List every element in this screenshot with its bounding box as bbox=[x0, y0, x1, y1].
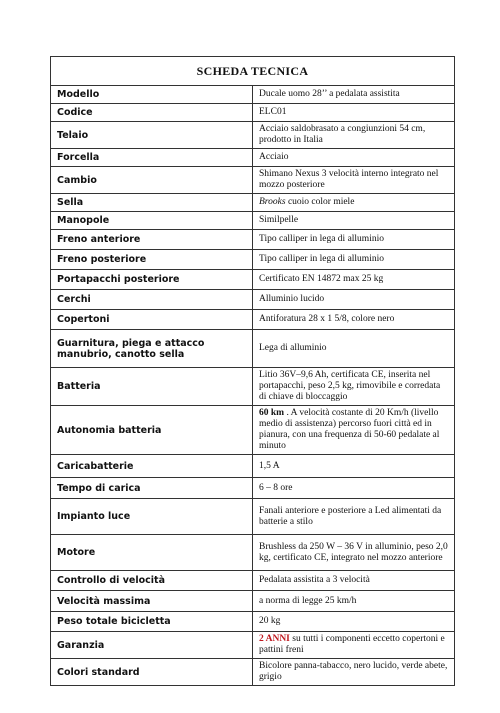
value-freno-anteriore: Tipo calliper in lega di alluminio bbox=[253, 230, 455, 250]
value-modello: Ducale uomo 28’’ a pedalata assistita bbox=[253, 86, 455, 104]
label-colori-standard: Colori standard bbox=[51, 659, 253, 686]
label-sella: Sella bbox=[51, 194, 253, 212]
row-telaio bbox=[51, 122, 455, 149]
row-cerchi bbox=[51, 290, 455, 310]
value-cerchi: Alluminio lucido bbox=[253, 290, 455, 310]
label-freno-posteriore: Freno posteriore bbox=[51, 250, 253, 270]
label-portapacchi: Portapacchi posteriore bbox=[51, 270, 253, 290]
value-controllo-velocita: Pedalata assistita a 3 velocità bbox=[253, 571, 455, 591]
row-copertoni bbox=[51, 310, 455, 330]
value-garanzia-highlight: 2 ANNI bbox=[259, 634, 290, 644]
value-portapacchi: Certificato EN 14872 max 25 kg bbox=[253, 270, 455, 290]
sheet-title: SCHEDA TECNICA bbox=[51, 57, 455, 86]
label-peso-totale: Peso totale bicicletta bbox=[51, 612, 253, 632]
row-codice bbox=[51, 104, 455, 122]
value-tempo-carica: 6 – 8 ore bbox=[253, 478, 455, 499]
label-velocita-massima: Velocità massima bbox=[51, 591, 253, 612]
row-tempo-carica bbox=[51, 478, 455, 499]
value-copertoni: Antiforatura 28 x 1 5/8, colore nero bbox=[253, 310, 455, 330]
row-colori-standard bbox=[51, 659, 455, 686]
row-forcella bbox=[51, 149, 455, 167]
label-autonomia: Autonomia batteria bbox=[51, 406, 253, 455]
row-manopole bbox=[51, 212, 455, 230]
row-guarnitura bbox=[51, 330, 455, 368]
row-impianto-luce bbox=[51, 499, 455, 535]
value-sella bbox=[253, 194, 455, 212]
label-motore: Motore bbox=[51, 535, 253, 571]
label-tempo-carica: Tempo di carica bbox=[51, 478, 253, 499]
value-cambio: Shimano Nexus 3 velocità interno integrato nel mozzo posteriore bbox=[253, 167, 455, 194]
row-portapacchi bbox=[51, 270, 455, 290]
value-sella-rest: cuoio color miele bbox=[285, 197, 355, 207]
value-guarnitura: Lega di alluminio bbox=[253, 330, 455, 368]
row-caricabatterie bbox=[51, 455, 455, 478]
value-sella-brand: Brooks bbox=[259, 197, 286, 207]
row-controllo-velocita bbox=[51, 571, 455, 591]
label-cerchi: Cerchi bbox=[51, 290, 253, 310]
value-garanzia-rest: su tutti i componenti eccetto copertoni e pattini freni bbox=[259, 634, 445, 655]
row-batteria bbox=[51, 368, 455, 406]
value-caricabatterie: 1,5 A bbox=[253, 455, 455, 478]
label-caricabatterie: Caricabatterie bbox=[51, 455, 253, 478]
value-impianto-luce: Fanali anteriore e posteriore a Led alimentati da batterie a stilo bbox=[253, 499, 455, 535]
value-peso-totale: 20 kg bbox=[253, 612, 455, 632]
value-velocita-massima: a norma di legge 25 km/h bbox=[253, 591, 455, 612]
spec-table bbox=[50, 56, 455, 686]
label-telaio: Telaio bbox=[51, 122, 253, 149]
row-autonomia bbox=[51, 406, 455, 455]
row-peso-totale bbox=[51, 612, 455, 632]
value-colori-standard: Bicolore panna-tabacco, nero lucido, verde abete, grigio bbox=[253, 659, 455, 686]
label-batteria: Batteria bbox=[51, 368, 253, 406]
row-garanzia bbox=[51, 632, 455, 659]
label-manopole: Manopole bbox=[51, 212, 253, 230]
value-motore: Brushless da 250 W – 36 V in alluminio, peso 2,0 kg, certificato CE, integrato nel mozzo anteriore bbox=[253, 535, 455, 571]
row-sella bbox=[51, 194, 455, 212]
row-motore bbox=[51, 535, 455, 571]
label-copertoni: Copertoni bbox=[51, 310, 253, 330]
row-modello bbox=[51, 86, 455, 104]
value-autonomia-rest: . A velocità costante di 20 Km/h (livello medio di assistenza) percorso fuori città ed in pianura, con una frequenza di 50-60 pedalate al minuto bbox=[259, 408, 440, 451]
value-batteria: Litio 36V–9,6 Ah, certificata CE, inserita nel portapacchi, peso 2,5 kg, rimovibile e corredata di chiave di bloccaggio bbox=[253, 368, 455, 406]
label-garanzia: Garanzia bbox=[51, 632, 253, 659]
label-codice: Codice bbox=[51, 104, 253, 122]
row-cambio bbox=[51, 167, 455, 194]
label-freno-anteriore: Freno anteriore bbox=[51, 230, 253, 250]
label-impianto-luce: Impianto luce bbox=[51, 499, 253, 535]
title-row bbox=[51, 57, 455, 86]
value-freno-posteriore: Tipo calliper in lega di alluminio bbox=[253, 250, 455, 270]
value-manopole: Similpelle bbox=[253, 212, 455, 230]
value-codice: ELC01 bbox=[253, 104, 455, 122]
label-forcella: Forcella bbox=[51, 149, 253, 167]
label-guarnitura: Guarnitura, piega e attacco manubrio, canotto sella bbox=[51, 330, 253, 368]
row-velocita-massima bbox=[51, 591, 455, 612]
value-telaio: Acciaio saldobrasato a congiunzioni 54 cm, prodotto in Italia bbox=[253, 122, 455, 149]
label-controllo-velocita: Controllo di velocità bbox=[51, 571, 253, 591]
value-forcella: Acciaio bbox=[253, 149, 455, 167]
row-freno-anteriore bbox=[51, 230, 455, 250]
label-cambio: Cambio bbox=[51, 167, 253, 194]
value-autonomia bbox=[253, 406, 455, 455]
row-freno-posteriore bbox=[51, 250, 455, 270]
label-modello: Modello bbox=[51, 86, 253, 104]
value-autonomia-km: 60 km bbox=[259, 408, 285, 418]
value-garanzia bbox=[253, 632, 455, 659]
